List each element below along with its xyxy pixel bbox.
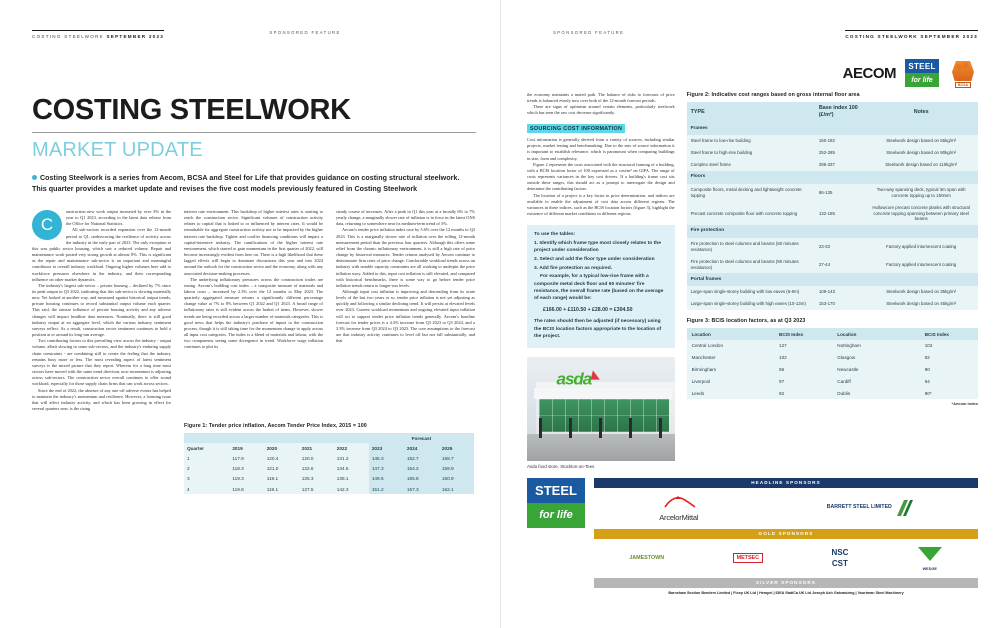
figure-2-caption: Figure 2: Indicative cost ranges based on gross internal floor area xyxy=(686,92,860,98)
standfirst xyxy=(32,173,462,195)
cell-location: Leeds xyxy=(687,387,774,399)
cell-index: 27-44 xyxy=(815,256,865,274)
barrett-mark-icon xyxy=(895,498,913,518)
asda-logo xyxy=(557,368,599,390)
cell-type: Composite floors, metal decking and lightweight concrete topping xyxy=(687,184,815,202)
tip-heading: To use the tables: xyxy=(534,232,576,238)
steel-for-life-top: STEEL xyxy=(535,482,577,498)
cell-quarter: 1 xyxy=(184,454,229,464)
cell-notes: Steelwork design based on 110kg/m² xyxy=(864,159,978,171)
table-row xyxy=(687,340,978,352)
paragraph: The industry's largest sub-sector – private housing – declined by 7% since its peak output in Q3 2022, indicating that this sub-sector is slowing materially now. Yet looked at another way, and measured against historical output trends, private housing continues to record substantial output volume each quarter. This said, the outsize influence of private housing activity and any adverse changes will impact headline data measures. Nominally, there is still good industry output at an aggregate level, which the various industry sentiment surveys reflect. As a result, construction sector sentiment continues to hold a position at or around its long-run average. xyxy=(32,282,171,338)
cell-value: 147.3 xyxy=(369,464,404,474)
body-column-3 xyxy=(336,209,475,412)
cell-index: 252-285 xyxy=(815,147,865,159)
cell-notes: Steelwork design based on 45kg/m² xyxy=(864,298,978,310)
forecast-header: Forecast xyxy=(369,433,474,443)
cell-location: Birmingham xyxy=(687,364,774,376)
sponsored-feature-label: SPONSORED FEATURE xyxy=(269,30,341,35)
section-heading: SOURCING COST INFORMATION xyxy=(527,124,625,133)
table-row xyxy=(687,238,978,256)
cell-value: 125.3 xyxy=(299,474,334,484)
cell-value: 142.3 xyxy=(334,484,369,494)
table-section-row xyxy=(687,122,978,135)
tip-closing: The rates should then be adjusted (if necessary) using the BCIS location factors appropriate to the location of the project. xyxy=(534,319,662,339)
cell-location: Dublin xyxy=(832,387,919,399)
cell-value: 134.5 xyxy=(334,464,369,474)
steel-for-life-logo-large xyxy=(527,478,585,528)
cell-notes: Factory applied intumescent coating xyxy=(864,238,978,256)
running-head-right xyxy=(527,30,978,52)
cell-value: 155.8 xyxy=(404,474,439,484)
cell-type: Fire protection to steel columns and beams (90 minutes resistance) xyxy=(687,256,815,274)
paragraph: steady course of increases. After a peak in Q1 this year at a broadly 6% to 7% yearly change, a marginally slower rate of inflation is in force in the latest ONS data, returning to somewhere near its medium-term trend of 5%. xyxy=(336,208,475,227)
barrett-label: BARRETT STEEL LIMITED xyxy=(826,504,892,511)
table-header-row xyxy=(687,328,978,340)
table-section-row xyxy=(687,273,978,286)
cell-value: 122.6 xyxy=(299,464,334,474)
cell-index: 285-337 xyxy=(815,159,865,171)
table-row xyxy=(687,184,978,202)
sponsored-feature-label: SPONSORED FEATURE xyxy=(553,30,625,35)
cell-quarter: 2 xyxy=(184,464,229,474)
paragraph: Since the end of 2022, the absence of any one-off adverse events has helped to maintain the industry's momentum and resilience. However, a looming issue that will affect industry activity, and which has been growing in effect for several quarters now, is the rising xyxy=(32,387,171,411)
table-row xyxy=(184,454,474,464)
sponsors-block xyxy=(527,478,978,597)
photo-caption: Asda food store, Stockton-on-Tees xyxy=(527,463,595,469)
table-row xyxy=(687,147,978,159)
cell-value: 138.1 xyxy=(334,474,369,484)
cell-value: 158.7 xyxy=(439,454,474,464)
standfirst-text: Costing Steelwork is a series from Aecom, BCSA and Steel for Life that provides guidance on costing structural steelwork. This quarter provides a market update and revises the five cost models previously featured in Costing Steelwork xyxy=(32,174,460,193)
photo-canopy xyxy=(534,388,671,399)
figure-1-caption: Figure 1: Tender price inflation, Aecom Tender Price Index, 2015 = 100 xyxy=(184,423,367,430)
body-column-2 xyxy=(184,209,323,412)
running-head-light: COSTING STEELWORK xyxy=(32,34,107,39)
col-header-bcis-2: BCIS Index xyxy=(920,328,978,340)
cell-index: 86-135 xyxy=(815,184,865,202)
silver-sponsors-bar: SILVER SPONSORS xyxy=(594,578,978,588)
paragraph: The underlying inflationary pressures across the construction trades are easing. Aecom's building cost index – a composite measure of materials and labour costs – increased by 2.3% over the 12 months to May 2023. The quarterly aggregated measure returns a significantly different percentage change value at 7% to 8% between Q1 2022 and Q1 2023. A broad range of inflationary rates is still evident across the basket of items. However, slower trends are being recorded across a larger number of materials categories. This is good news that helps the industry's purchase of inputs to the construction process, though it is still taking time for the momentum change to apply across all input cost categories. The index is a blend of materials and labour, with the two components seeing some divergence in trend. Workforce wage inflation continues to plot its xyxy=(184,276,323,350)
asda-mark-icon: ◣ xyxy=(591,369,599,382)
how-to-use-box xyxy=(527,225,675,348)
table-row xyxy=(184,474,474,484)
cell-type: Steel frame to high-rise building xyxy=(687,147,815,159)
cell-index: 102 xyxy=(920,340,978,352)
col-header-bcis-1: BCIS Index xyxy=(774,328,832,340)
arcelormittal-logo xyxy=(659,495,698,522)
cell-location: Nottingham xyxy=(832,340,919,352)
cell-type: Complex steel frame xyxy=(687,159,815,171)
cell-index: 127 xyxy=(774,340,832,352)
cell-value: 118.3 xyxy=(229,464,263,474)
cell-value: 117.9 xyxy=(229,454,263,464)
table-row xyxy=(687,286,978,298)
cell-value: 149.5 xyxy=(369,474,404,484)
table-row xyxy=(687,375,978,387)
right-figures-column xyxy=(687,92,978,469)
cell-index: 90* xyxy=(920,387,978,399)
tip-step: 3. Add fire protection as required. xyxy=(534,265,613,271)
cell-notes: Factory applied intumescent coating xyxy=(864,256,978,274)
cell-value: 157.3 xyxy=(404,484,439,494)
table-row xyxy=(687,202,978,226)
cell-location: Manchester xyxy=(687,352,774,364)
cell-value: 119.3 xyxy=(229,474,263,484)
metsec-logo: METSEC xyxy=(733,553,763,563)
cell-value: 119.1 xyxy=(264,474,299,484)
table-header-row xyxy=(687,102,978,122)
paragraph: There are signs of optimism around certain elements, particularly steelwork which has seen the raw cost decrease significantly. xyxy=(527,104,675,116)
cell-location: Cardiff xyxy=(832,375,919,387)
article-photo xyxy=(527,357,675,461)
cell-value: 162.1 xyxy=(439,484,474,494)
cell-type: Fire protection to steel columns and beams (60 minutes resistance) xyxy=(687,238,815,256)
paragraph: Two contributing factors to this prevailing view across the industry - output volume, albeit slowing in some sub-sectors, and the industry's enduring supply chain constraints - are combining still to create the feeling that the industry remains busy more or less. The most revealing aspect of latest sentiment surveys is the mixed picture that they report. Whereas for a long time most sectors have moved with the same trend direction, now momentum is adjusting across sub-sectors. The construction sector overall continues to offer sound workload, especially for those supply chain firms that can work across sectors. xyxy=(32,338,171,387)
table-row xyxy=(687,387,978,399)
body-column-1 xyxy=(32,209,171,412)
nsc-logo: NSC xyxy=(831,548,849,558)
running-head-bold: SEPTEMBER 2023 xyxy=(106,34,165,39)
title-rule xyxy=(32,132,476,133)
cell-location: Glasgow xyxy=(832,352,919,364)
figure-3-footnote: *Aecom index xyxy=(951,400,978,406)
asda-logo-text: asda xyxy=(556,369,592,389)
paragraph: Although input cost inflation is improving and descending from its acute levels of the last two years or so, tender price inflation is not yet adjusting as quickly and following a similar declining trend. It will persist at elevated levels over 2023. Current workload momentum and ongoing elevated input inflation will act to support tender price inflation trends generally. Aecom's baseline forecast for tender prices is a 4.3% increase from Q3 2023 to Q3 2024, and a 3.3% increase from Q3 2024 to Q3 2025. The core assumptions to the forecast are that industry activity continues to level off but not fall substantially, and that xyxy=(336,289,475,344)
section-label: Portal frames xyxy=(687,273,978,286)
cell-index: 23-33 xyxy=(815,238,865,256)
jamestown-logo: JAMESTOWN xyxy=(629,555,665,562)
cell-index: 150-182 xyxy=(815,135,865,147)
bullet-icon xyxy=(32,175,37,180)
paragraph: the economy maintains a muted path. The balance of risks to forecasts of price trends is balanced evenly now over both of the 12-month forecast periods. xyxy=(527,92,675,104)
col-header-2019: 2019 xyxy=(229,443,263,453)
table-row xyxy=(687,135,978,147)
cell-notes: Steelwork design based on 90kg/m² xyxy=(864,147,978,159)
cell-index: 94 xyxy=(920,375,978,387)
cell-value: 119.1 xyxy=(264,484,299,494)
cell-value: 120.0 xyxy=(299,454,334,464)
table-row xyxy=(687,364,978,376)
gold-sponsors-row xyxy=(594,539,978,578)
cell-type: Large-span single-storey building with high eaves (10-13m) xyxy=(687,298,815,310)
cell-notes: Two-way spanning deck, typical 3m span with concrete topping up to 150mm xyxy=(864,184,978,202)
paragraph: Aecom's tender price inflation index rose by 5.6% over the 12 months to Q2 2023. This is a marginally slower rate of inflation over the rolling 12-month measurement period than the previous four quarters. Although this offers some relief from the chronic inflationary environment, it is still a high rate of price change by historical measures. Tender returns analysed by Aecom continue to demonstrate firm rates of price change. Comfortable workload trends across an industry with notable capacity constraints are all working to underpin the price inflation story. Added to this, input cost inflation is still elevated, and compared with historical benchmarks, there is some way to go before tender price inflation trends return to longer-run levels. xyxy=(336,227,475,288)
cst-logo: CST xyxy=(831,559,848,569)
table-row xyxy=(687,352,978,364)
col-header-2020: 2020 xyxy=(264,443,299,453)
page-subtitle: MARKET UPDATE xyxy=(32,139,203,161)
cell-value: 145.3 xyxy=(369,454,404,464)
running-head-bold: COSTING STEELWORK SEPTEMBER 2023 xyxy=(845,34,978,39)
right-text-column xyxy=(527,92,675,469)
right-page-grid xyxy=(527,92,978,469)
col-header-location-2: Location xyxy=(832,328,919,340)
steel-for-life-bottom: for life xyxy=(527,503,585,528)
running-head-left xyxy=(32,30,476,52)
figure-3-table xyxy=(687,328,978,399)
table-row xyxy=(687,298,978,310)
headline-sponsors-bar: HEADLINE SPONSORS xyxy=(594,478,978,488)
cell-value: 119.8 xyxy=(229,484,263,494)
gold-sponsors-bar: GOLD SPONSORS xyxy=(594,529,978,539)
cell-value: 159.9 xyxy=(439,464,474,474)
cell-index: 132-185 xyxy=(815,202,865,226)
bcsa-label: BCSA xyxy=(955,82,971,88)
cell-value: 127.5 xyxy=(299,484,334,494)
paragraph: The location of a project is a key factor in price determination, and indices are available to enable the adjustment of cost data across different regions. The variances in these indices, such as the BCIS location factors (figure 3), highlight the existence of different market conditions in different regions. xyxy=(527,192,675,216)
tip-example: For example, for a typical low-rise frame with a composite metal deck floor and 60 minutes' fire resistance, the overall frame rate (based on the average of each range) would be: xyxy=(534,274,664,302)
tip-step: 1. Identify which frame type most closely relates to the project under consideration xyxy=(534,240,661,254)
section-label: Frames xyxy=(687,122,978,135)
cell-location: Central London xyxy=(687,340,774,352)
cell-index: 153-170 xyxy=(815,298,865,310)
cell-type: Steel frame to low-rise building xyxy=(687,135,815,147)
cell-notes: Steelwork design based on 55kg/m² xyxy=(864,135,978,147)
cell-value: 151.2 xyxy=(369,484,404,494)
photo-bollards xyxy=(539,418,663,438)
col-header-quarter: Quarter xyxy=(184,443,229,453)
wedge-label: WEDGE xyxy=(922,566,937,571)
cell-location: Newcastle xyxy=(832,364,919,376)
cell-type: Precast concrete composite floor with concrete topping xyxy=(687,202,815,226)
col-header-2025: 2025 xyxy=(439,443,474,453)
paragraph: Cost information is generally derived from a variety of sources, including similar projects, market testing and benchmarking. Due to the mix of source information it is important to establish relevance, which is paramount when comparing buildings in size, form and complexity. xyxy=(527,137,675,161)
page-right xyxy=(500,0,1000,628)
table-row xyxy=(184,433,474,443)
cell-index: 96 xyxy=(774,364,832,376)
col-header-2023: 2023 xyxy=(369,443,404,453)
table-section-row xyxy=(687,225,978,238)
paragraph: All sub-sectors recorded expansion over the 12-month period to Q1, underscoring the resilience of activity across the industry in the early part of 2023. The only exception to this was public sector housing, which saw a reduced volume. Repair and maintenance work posted very strong growth at almost 8%. This is significant as the repair and maintenance sub-sector is an important and meaningful contributor to overall industry workload. Ongoing higher volumes here add to workforce pressures elsewhere in the industry, and their corresponding influence on other market dynamics. xyxy=(32,227,171,282)
steel-for-life-top: STEEL xyxy=(908,61,936,71)
cell-index: 92 xyxy=(920,352,978,364)
cell-value: 120.4 xyxy=(264,454,299,464)
figure-1-table xyxy=(184,433,474,494)
body-columns xyxy=(32,209,476,412)
arcelormittal-label: ArcelorMittal xyxy=(659,512,699,522)
arcelormittal-mark-icon xyxy=(661,496,697,508)
tip-step: 2. Select and add the floor type under consideration xyxy=(534,256,655,262)
col-header-2024: 2024 xyxy=(404,443,439,453)
table-header-row xyxy=(184,443,474,453)
brand-logos xyxy=(527,58,978,88)
cell-location: Liverpool xyxy=(687,375,774,387)
figure-1 xyxy=(184,423,474,494)
paragraph: onstruction new work output increased by over 3% in the year to Q1 2023, according to the latest data release from the Office for National Statistics. xyxy=(66,208,171,227)
col-header-type: TYPE xyxy=(687,102,815,122)
cell-index: 97 xyxy=(774,375,832,387)
col-header-location-1: Location xyxy=(687,328,774,340)
col-header-notes: Notes xyxy=(864,102,978,122)
cell-value: 152.7 xyxy=(404,454,439,464)
col-header-2022: 2022 xyxy=(334,443,369,453)
table-row xyxy=(687,256,978,274)
table-row xyxy=(184,484,474,494)
section-label: Floors xyxy=(687,171,978,184)
wedge-mark-icon xyxy=(917,546,943,562)
bcsa-logo xyxy=(948,58,978,88)
headline-sponsors-row xyxy=(594,488,978,529)
steel-for-life-logo xyxy=(905,59,939,87)
paragraph: Figure 2 represents the costs associated with the structural framing of a building, with a BCIS location factor of 100 expressed as a cost/m² on GIFA. The range of costs represents variances in the key cost drivers. If a building's frame cost sits outside these ranges, this should act as a prompt to interrogate the design and determine the contributing factors. xyxy=(527,161,675,192)
cell-value: 131.2 xyxy=(334,454,369,464)
col-header-2021: 2021 xyxy=(299,443,334,453)
drop-cap: C xyxy=(32,210,62,240)
cell-index: 90 xyxy=(920,364,978,376)
page-title: COSTING STEELWORK xyxy=(32,94,351,126)
col-header-base-index: Base index 100 (£/m²) xyxy=(815,102,865,122)
cell-quarter: 3 xyxy=(184,474,229,484)
running-head-rule xyxy=(32,30,164,39)
cell-index: 109-143 xyxy=(815,286,865,298)
cell-value: 154.2 xyxy=(404,464,439,474)
table-section-row xyxy=(687,171,978,184)
cell-type: Large-span single-storey building with low eaves (6-8m) xyxy=(687,286,815,298)
cell-notes: Hollowcore precast concrete planks with structural concrete topping spanning between primary steel beams xyxy=(864,202,978,226)
cell-index: 102 xyxy=(774,352,832,364)
aecom-logo: AECOM xyxy=(842,64,896,82)
running-head-rule xyxy=(845,30,978,39)
cell-notes: Steelwork design based on 35kg/m² xyxy=(864,286,978,298)
table-row xyxy=(687,159,978,171)
paragraph: interest rate environment. This backdrop of higher interest rates is starting to reach the construction sector. Significant volumes of construction activity relates to capital that is linked to or influenced by interest rates. It would be remarkable for aggregate construction activity not to be impacted by the higher interest rate backdrop. Tighter and costlier financing conditions will impact a capital-intensive industry. The ramifications of the higher interest rate environment, which started to gain momentum in the first quarter of 2022, will become increasingly evident from here on. There is a high likelihood that these lagged effects will begin to dominate discussions this year and into 2024 around the outlook for the construction sector and the economy, along with any associated decision-making processes. xyxy=(184,208,323,276)
figure-2-table xyxy=(687,102,978,310)
barrett-steel-logo xyxy=(827,498,913,518)
cell-quarter: 4 xyxy=(184,484,229,494)
steel-for-life-bottom: for life xyxy=(905,73,939,87)
bcsa-emblem-icon xyxy=(952,61,974,81)
cell-index: 92 xyxy=(774,387,832,399)
silver-sponsors-text: Barnshaw Section Benders Limited | Ficep UK Ltd | Hempel | IDEA StatiCa UK Ltd Joseph Ash Galvanizing | Voortman Steel Machinery xyxy=(668,590,904,595)
tip-equation: £166.00 + £110.50 + £28.00 = £304.50 xyxy=(543,307,633,314)
table-row xyxy=(184,464,474,474)
section-label: Fire protection xyxy=(687,225,978,238)
figure-3-caption: Figure 3: BCIS location factors, as at Q3 2023 xyxy=(686,318,806,325)
cell-value: 121.0 xyxy=(264,464,299,474)
cell-value: 160.9 xyxy=(439,474,474,484)
